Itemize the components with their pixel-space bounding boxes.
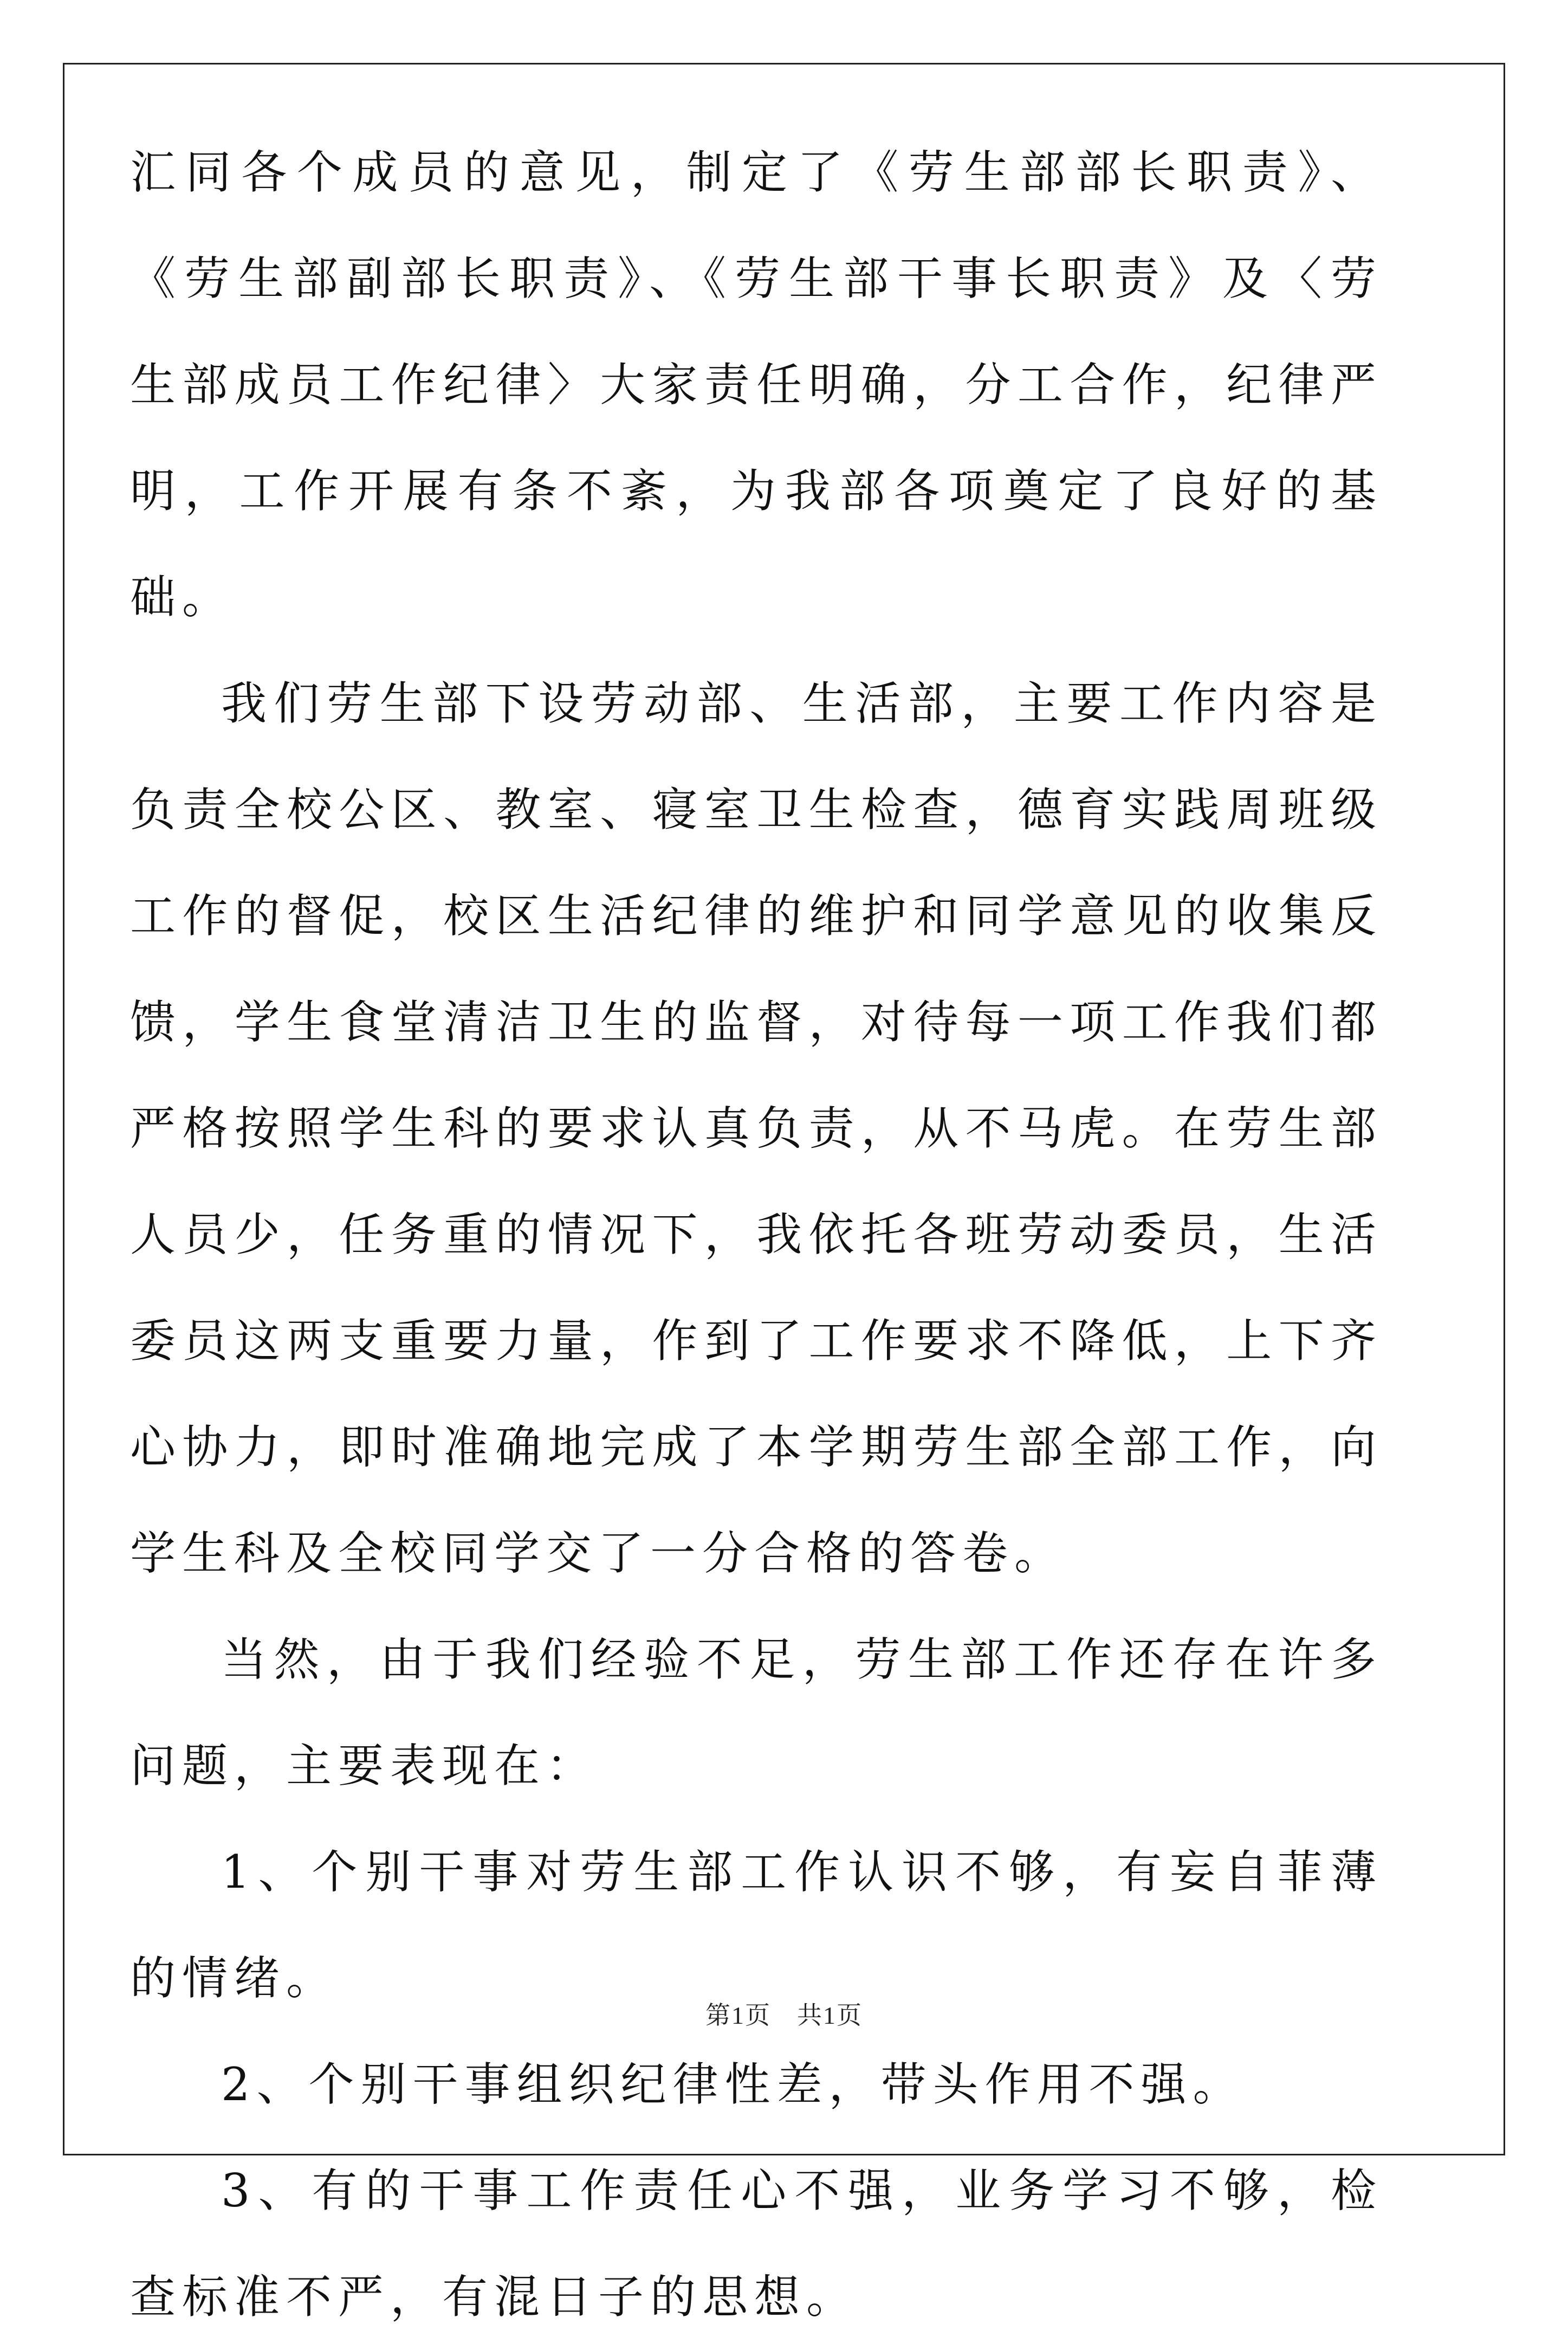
paragraph-2: 我们劳生部下设劳动部、生活部，主要工作内容是负责全校公区、教室、寝室卫生检查，德育实践周班级工作的督促，校区生活纪律的维护和同学意见的收集反馈，学生食堂清洁卫生的监督，对待每一项工作我们都严格按照学生科的要求认真负责，从不马虎。在劳生部人员少，任务重的情况下，我依托各班劳动委员，生活委员这两支重要力量，作到了工作要求不降低，上下齐心协力，即时准确地完成了本学期劳生部全部工作，向学生科及全校同学交了一分合格的答卷。 (130, 677, 1383, 1580)
paragraph-1: 汇同各个成员的意见，制定了《劳生部部长职责》、《劳生部副部长职责》、《劳生部干事长职责》及〈劳生部成员工作纪律〉大家责任明确，分工合作，纪律严明，工作开展有条不紊，为我部各项奠定了良好的基础。 (130, 146, 1383, 624)
paragraph-3: 当然，由于我们经验不足，劳生部工作还存在许多问题，主要表现在： (130, 1633, 1383, 1792)
list-item-3: 3、有的干事工作责任心不强，业务学习不够，检查标准不严，有混日子的思想。 (130, 2164, 1383, 2323)
list-item-2: 2、个别干事组织纪律性差，带头作用不强。 (221, 2058, 1245, 2111)
page-number: 第1页 共1页 (705, 2002, 863, 2029)
list-item-1: 1、个别干事对劳生部工作认识不够，有妄自菲薄的情绪。 (130, 1845, 1383, 2005)
